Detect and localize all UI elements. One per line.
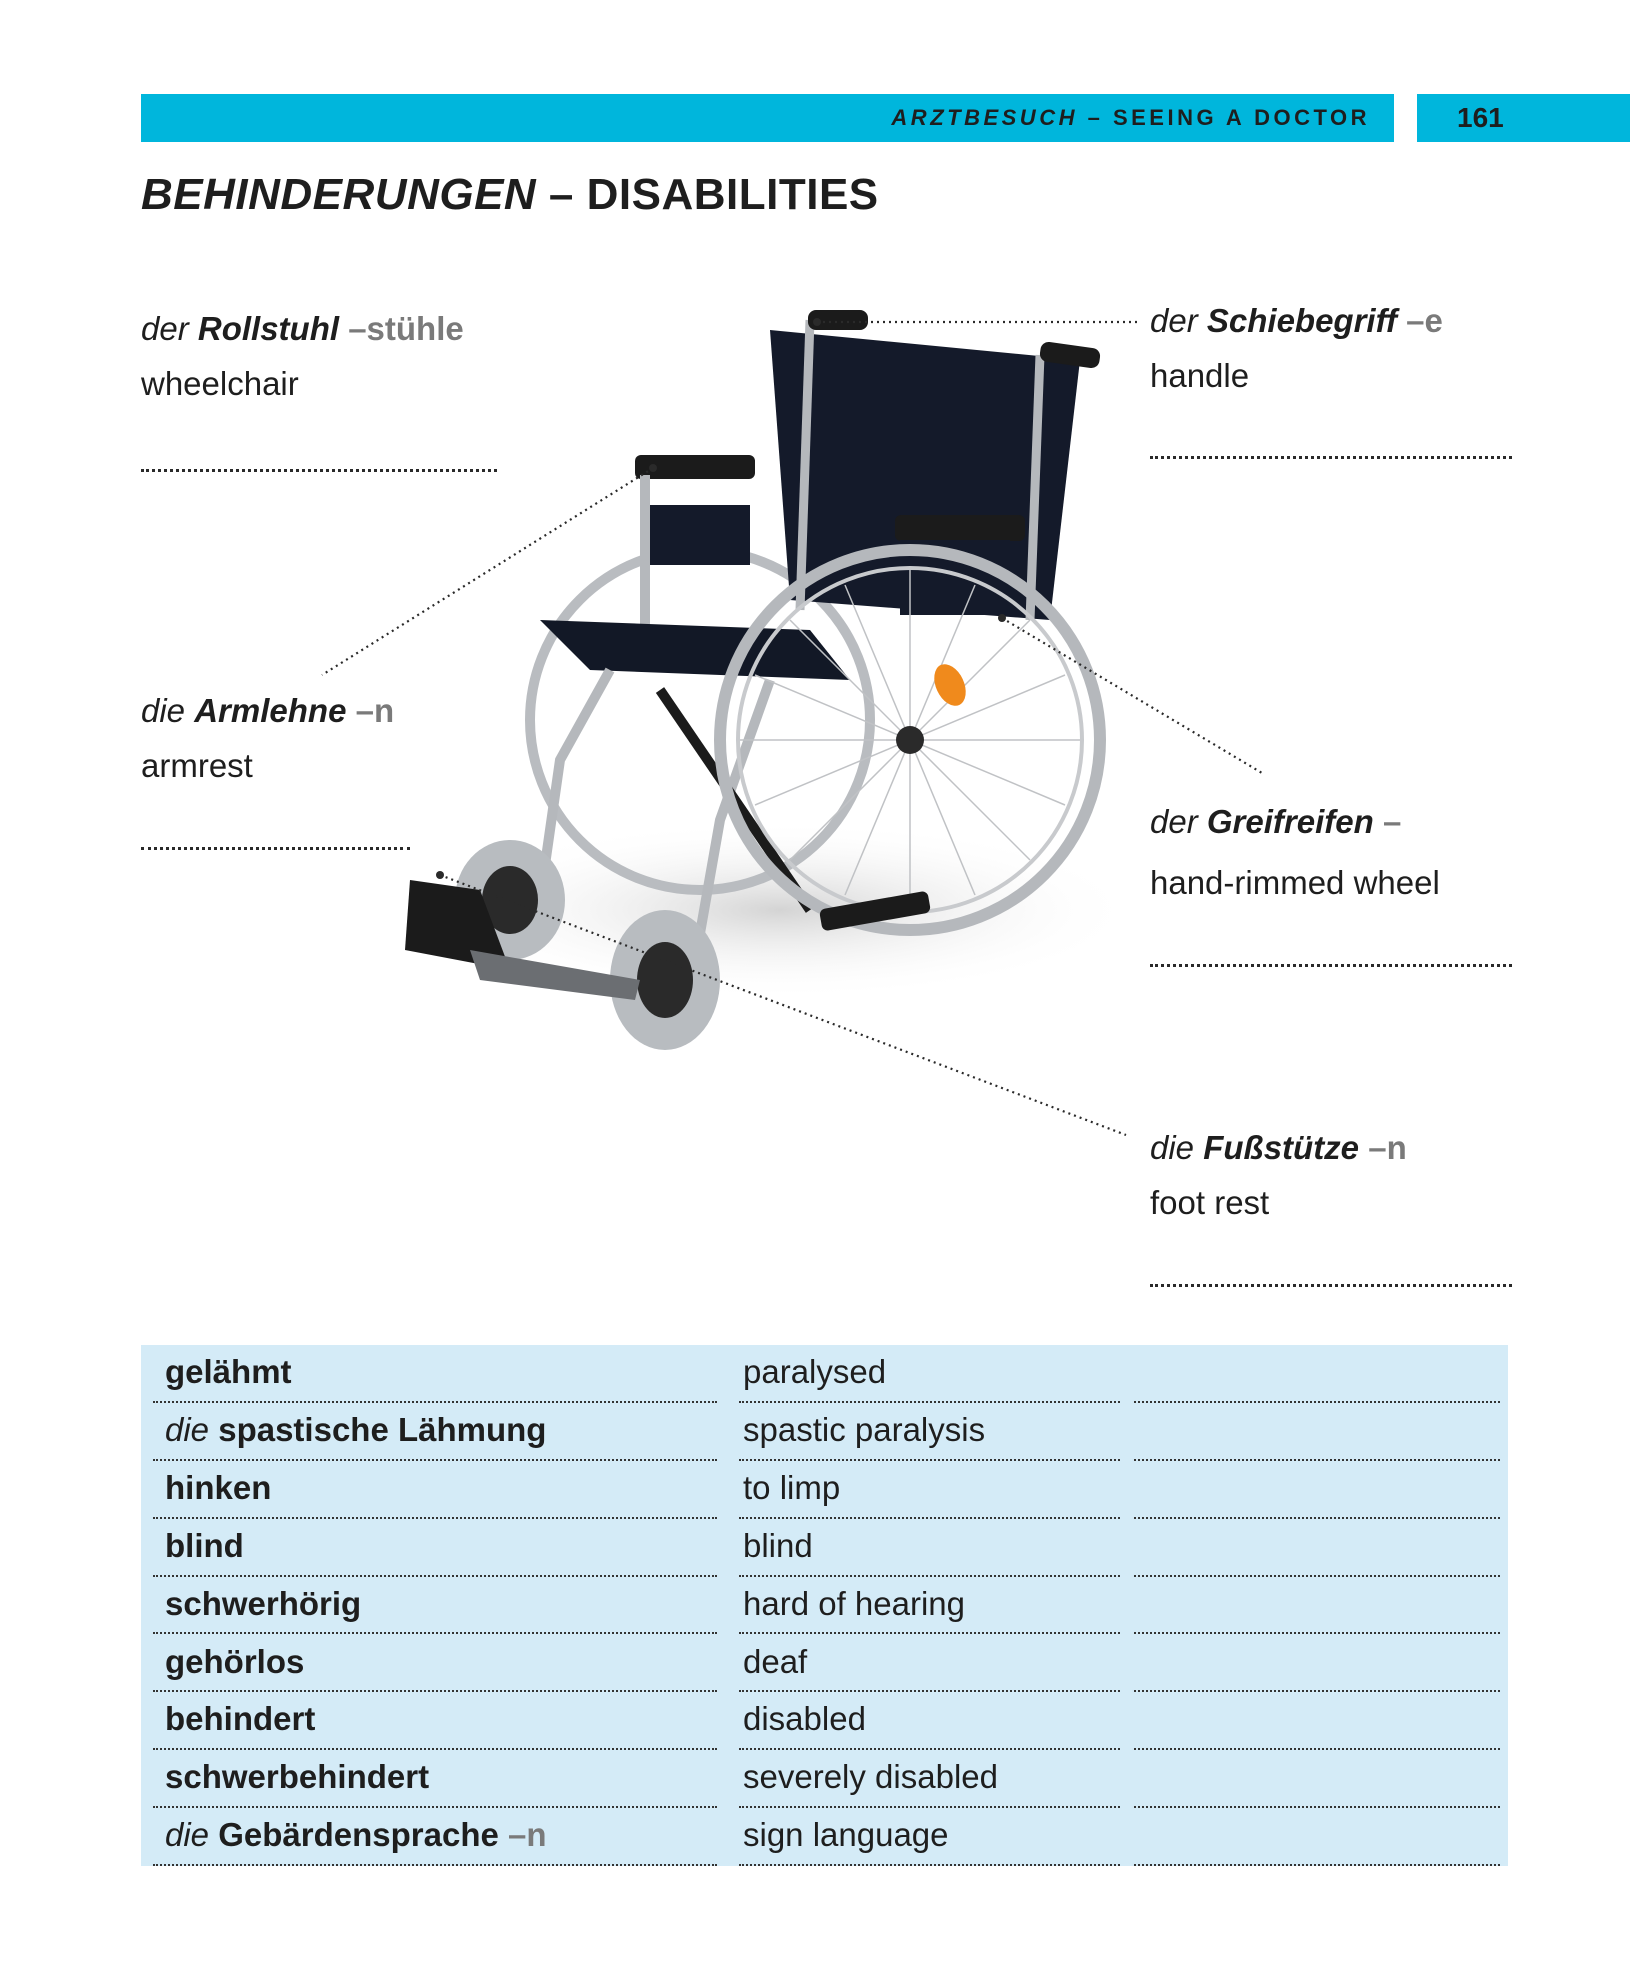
label-hand-rimmed-wheel: [1150, 805, 1440, 899]
label-english: foot rest: [1150, 1184, 1270, 1221]
table-row: [141, 1403, 1508, 1461]
section-title: [891, 94, 1370, 142]
note-line: [1150, 1284, 1512, 1287]
table-row: [141, 1345, 1508, 1403]
row-divider: [739, 1864, 1120, 1866]
english-term: disabled: [743, 1700, 866, 1738]
german-term: [165, 1527, 244, 1565]
term-article: die: [165, 1410, 210, 1448]
label-plural: –n: [1368, 1129, 1407, 1166]
note-line: [141, 469, 497, 472]
label-wheelchair: [141, 312, 464, 400]
label-plural: –e: [1406, 302, 1443, 339]
label-armrest: [141, 694, 394, 782]
page-title-en: DISABILITIES: [586, 170, 879, 219]
table-row: [141, 1577, 1508, 1635]
section-header-bar: [141, 94, 1394, 142]
label-german: [141, 694, 394, 727]
label-article: der: [1150, 302, 1198, 339]
table-row: [141, 1635, 1508, 1693]
section-title-en: SEEING A DOCTOR: [1112, 105, 1370, 130]
label-foot-rest: [1150, 1131, 1407, 1219]
english-term: to limp: [743, 1468, 841, 1506]
table-row: [141, 1808, 1508, 1866]
german-term: [165, 1353, 292, 1391]
english-term: sign language: [743, 1816, 949, 1854]
page-title-separator: –: [536, 170, 587, 219]
page-number-box: [1417, 94, 1630, 142]
german-term: [165, 1411, 546, 1449]
term-word: behindert: [165, 1700, 316, 1738]
term-word: gehörlos: [165, 1642, 305, 1680]
label-english: wheelchair: [141, 365, 299, 402]
label-word: Greifreifen: [1206, 803, 1374, 840]
note-line: [1134, 1864, 1500, 1866]
term-word: schwerbehindert: [165, 1758, 430, 1796]
label-article: die: [141, 692, 186, 729]
german-term: [165, 1758, 429, 1796]
german-term: [165, 1816, 547, 1854]
row-divider: [153, 1864, 717, 1866]
section-title-de: ARZTBESUCH: [891, 105, 1078, 130]
note-line: [1150, 964, 1512, 967]
english-term: blind: [743, 1526, 813, 1564]
label-plural: –n: [355, 692, 395, 729]
table-row: [141, 1750, 1508, 1808]
label-english: handle: [1150, 357, 1250, 394]
label-handle: [1150, 304, 1443, 392]
english-term: deaf: [743, 1642, 808, 1680]
label-article: der: [1150, 803, 1198, 840]
label-article: die: [1150, 1129, 1195, 1166]
page-number: 161: [1457, 102, 1504, 133]
german-term: [165, 1700, 315, 1738]
section-title-separator: –: [1077, 105, 1113, 130]
german-term: [165, 1643, 304, 1681]
term-word: Gebärdensprache: [218, 1816, 499, 1854]
term-word: gelähmt: [165, 1353, 292, 1390]
term-word: blind: [165, 1526, 244, 1564]
label-english: armrest: [141, 747, 253, 784]
wheelchair-image: [390, 290, 1170, 1070]
label-german: [141, 312, 464, 345]
english-term: paralysed: [743, 1353, 887, 1390]
term-word: schwerhörig: [165, 1584, 362, 1622]
label-plural: –stühle: [348, 310, 464, 347]
label-word: Schiebegriff: [1206, 302, 1397, 339]
note-line: [141, 847, 410, 850]
label-plural: –: [1382, 803, 1402, 840]
label-article: der: [141, 310, 189, 347]
vocab-table: [141, 1345, 1508, 1866]
label-german: [1150, 304, 1443, 337]
english-term: hard of hearing: [743, 1584, 965, 1622]
table-row: [141, 1692, 1508, 1750]
english-term: spastic paralysis: [743, 1410, 986, 1448]
term-article: die: [165, 1816, 210, 1854]
label-german: [1150, 805, 1440, 838]
german-term: [165, 1585, 361, 1623]
term-word: hinken: [165, 1468, 272, 1506]
term-plural: –n: [508, 1816, 547, 1854]
label-word: Fußstütze: [1203, 1129, 1360, 1166]
label-word: Rollstuhl: [197, 310, 340, 347]
label-word: Armlehne: [194, 692, 347, 729]
page-title: [141, 170, 879, 220]
german-term: [165, 1469, 271, 1507]
page-title-de: BEHINDERUNGEN: [141, 170, 537, 219]
english-term: severely disabled: [743, 1758, 998, 1796]
label-german: [1150, 1131, 1407, 1164]
table-row: [141, 1461, 1508, 1519]
term-word: spastische Lähmung: [218, 1410, 547, 1448]
table-row: [141, 1519, 1508, 1577]
label-english: hand-rimmed wheel: [1150, 864, 1440, 901]
note-line: [1150, 456, 1512, 459]
